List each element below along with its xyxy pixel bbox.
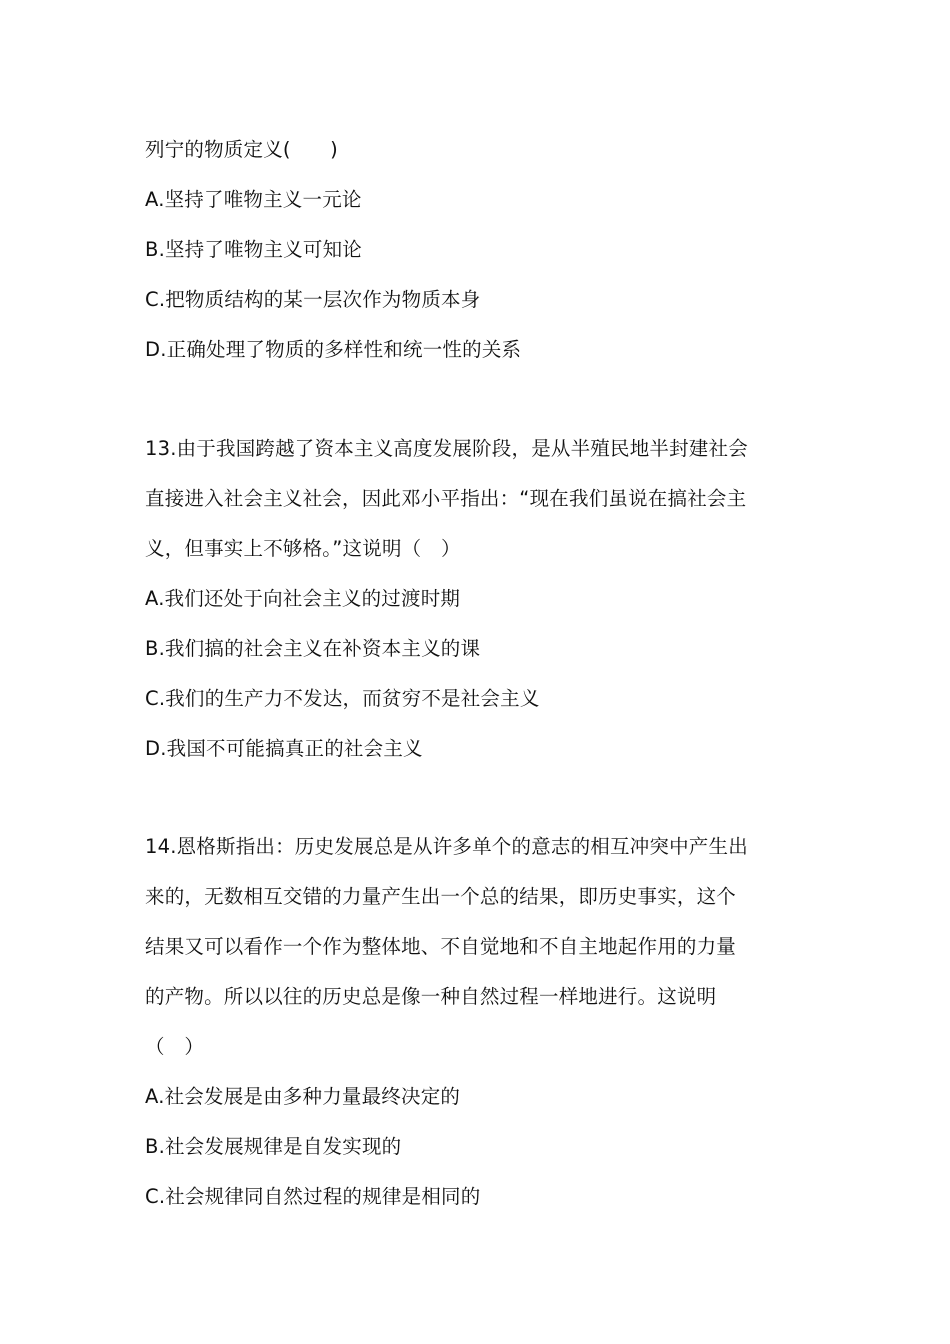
question-13: [145, 424, 810, 774]
option-d: D.正确处理了物质的多样性和统一性的关系: [145, 338, 522, 361]
question-stem: 列宁的物质定义( ): [145, 138, 338, 161]
question-14: [145, 822, 810, 1222]
option-a: A.社会发展是由多种力量最终决定的: [145, 1085, 461, 1108]
option-c: C.把物质结构的某一层次作为物质本身: [145, 288, 481, 311]
option-c: C.我们的生产力不发达，而贫穷不是社会主义: [145, 686, 540, 710]
spacer: [145, 774, 810, 823]
option-b: B.我们搞的社会主义在补资本主义的课: [145, 636, 481, 660]
question-stem-line: 的产物。所以以往的历史总是像一种自然过程一样地进行。这说明: [145, 985, 717, 1008]
option-a: A.我们还处于向社会主义的过渡时期: [145, 586, 461, 610]
question-stem-line: 来的，无数相互交错的力量产生出一个总的结果，即历史事实，这个: [145, 885, 737, 908]
question-12: [145, 125, 810, 375]
question-stem-line: 结果又可以看作一个作为整体地、不自觉地和不自主地起作用的力量: [145, 935, 737, 958]
question-stem-line: 直接进入社会主义社会，因此邓小平指出：“现在我们虽说在搞社会主: [145, 486, 747, 510]
option-b: B.社会发展规律是自发实现的: [145, 1135, 402, 1158]
option-c: C.社会规律同自然过程的规律是相同的: [145, 1185, 481, 1208]
option-d: D.我国不可能搞真正的社会主义: [145, 736, 423, 760]
option-a: A.坚持了唯物主义一元论: [145, 188, 362, 211]
question-stem-line: （ ）: [145, 1035, 205, 1058]
document-content: [145, 125, 810, 1222]
question-stem-line: 14.恩格斯指出：历史发展总是从许多单个的意志的相互冲突中产生出: [145, 835, 748, 858]
spacer: [145, 375, 810, 424]
question-stem-line: 义，但事实上不够格。”这说明（ ）: [145, 536, 461, 560]
question-stem-line: 13.由于我国跨越了资本主义高度发展阶段，是从半殖民地半封建社会: [145, 436, 748, 460]
option-b: B.坚持了唯物主义可知论: [145, 238, 362, 261]
